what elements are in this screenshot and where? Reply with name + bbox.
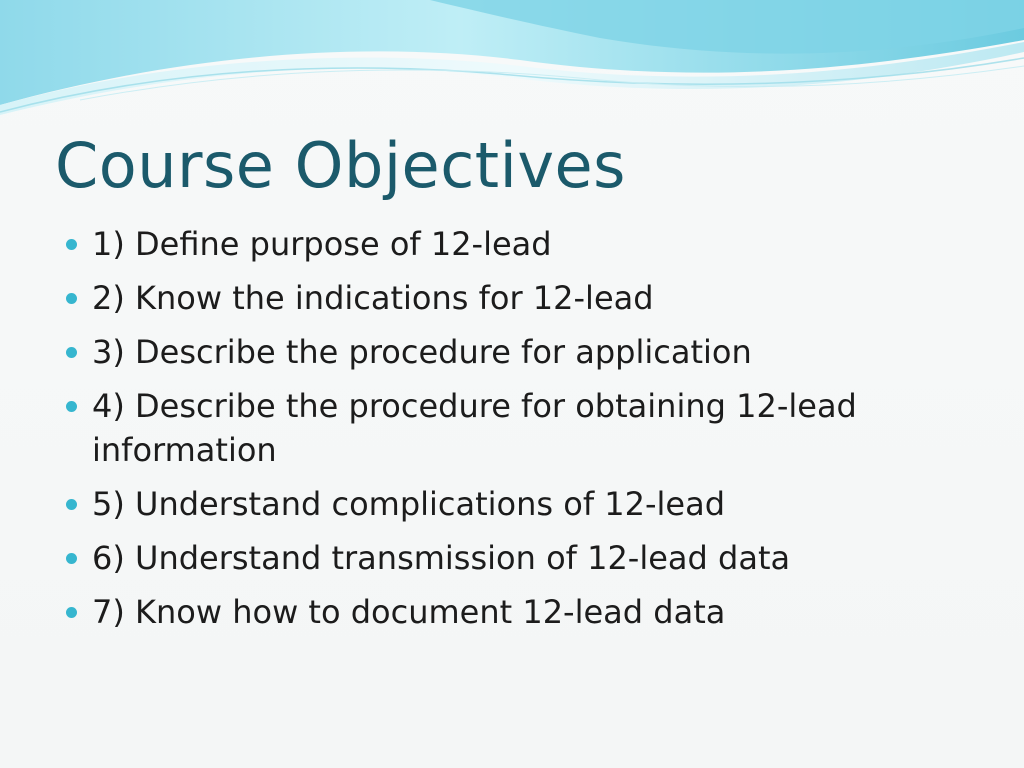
list-item-text: 7) Know how to document 12-lead data [92, 593, 726, 631]
bullet-dot-icon [66, 293, 77, 304]
slide-title: Course Objectives [55, 129, 626, 202]
bullet-dot-icon [66, 401, 77, 412]
bullet-dot-icon [66, 499, 77, 510]
list-item [62, 482, 982, 526]
list-item-text: 6) Understand transmission of 12-lead data [92, 539, 791, 577]
bullet-dot-icon [66, 347, 77, 358]
list-item [62, 276, 982, 320]
list-item [62, 536, 982, 580]
bullet-dot-icon [66, 239, 77, 250]
list-item-text: 4) Describe the procedure for obtaining 12-lead information [92, 387, 857, 469]
list-item [62, 590, 982, 634]
list-item [62, 330, 982, 374]
list-item-text: 2) Know the indications for 12-lead [92, 279, 654, 317]
bullet-dot-icon [66, 607, 77, 618]
list-item-text: 3) Describe the procedure for application [92, 333, 752, 371]
bullet-dot-icon [66, 553, 77, 564]
list-item-text: 5) Understand complications of 12-lead [92, 485, 726, 523]
objectives-list [62, 222, 982, 644]
list-item-text: 1) Define purpose of 12-lead [92, 225, 552, 263]
list-item [62, 384, 982, 472]
header-wave-decoration [0, 0, 1024, 130]
list-item [62, 222, 982, 266]
